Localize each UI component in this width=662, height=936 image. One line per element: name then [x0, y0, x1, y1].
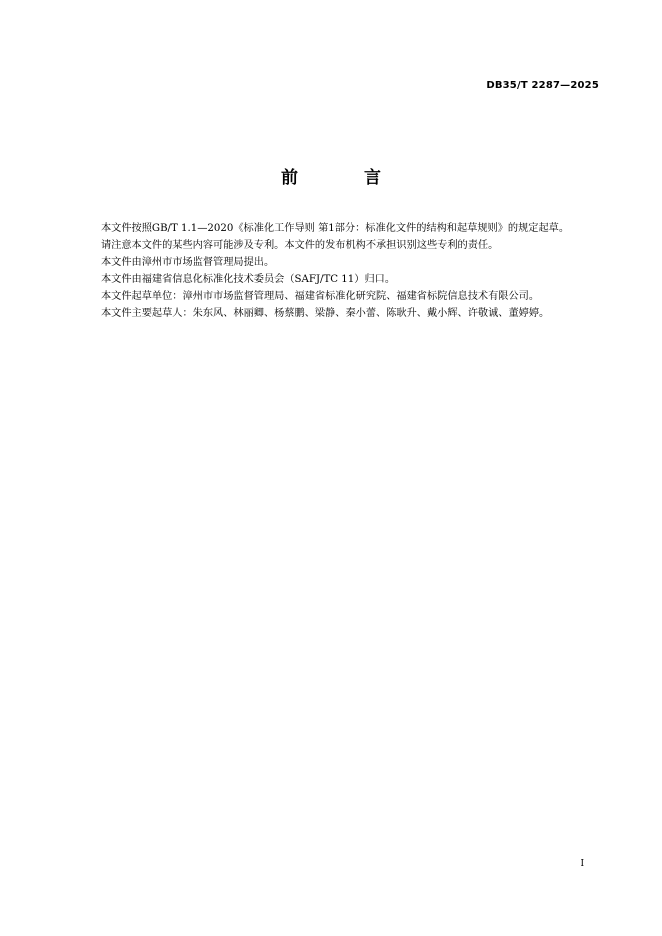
paragraph-main-drafters: 本文件主要起草人：朱东风、林丽卿、杨蔡鹏、梁静、秦小蕾、陈耿升、戴小辉、许敬诚、董婷婷。: [101, 308, 550, 319]
paragraph-technical-committee: 本文件由福建省信息化标准化技术委员会（SAFJ/TC 11）归口。: [101, 274, 396, 285]
paragraph-drafting-units: 本文件起草单位：漳州市市场监督管理局、福建省标准化研究院、福建省标院信息技术有限公司。: [101, 291, 540, 302]
page-number: I: [580, 859, 584, 869]
paragraph-proposer: 本文件由漳州市市场监督管理局提出。: [101, 257, 275, 268]
foreword-body: [80, 220, 600, 322]
page-title: 前 言: [281, 168, 411, 188]
document-code: DB35/T 2287—2025: [486, 80, 599, 91]
paragraph-patent-notice: 请注意本文件的某些内容可能涉及专利。本文件的发布机构不承担识别这些专利的责任。: [101, 240, 499, 251]
paragraph-drafting-rules: 本文件按照GB/T 1.1—2020《标准化工作导则 第1部分：标准化文件的结构和起草规则》的规定起草。: [101, 223, 570, 234]
